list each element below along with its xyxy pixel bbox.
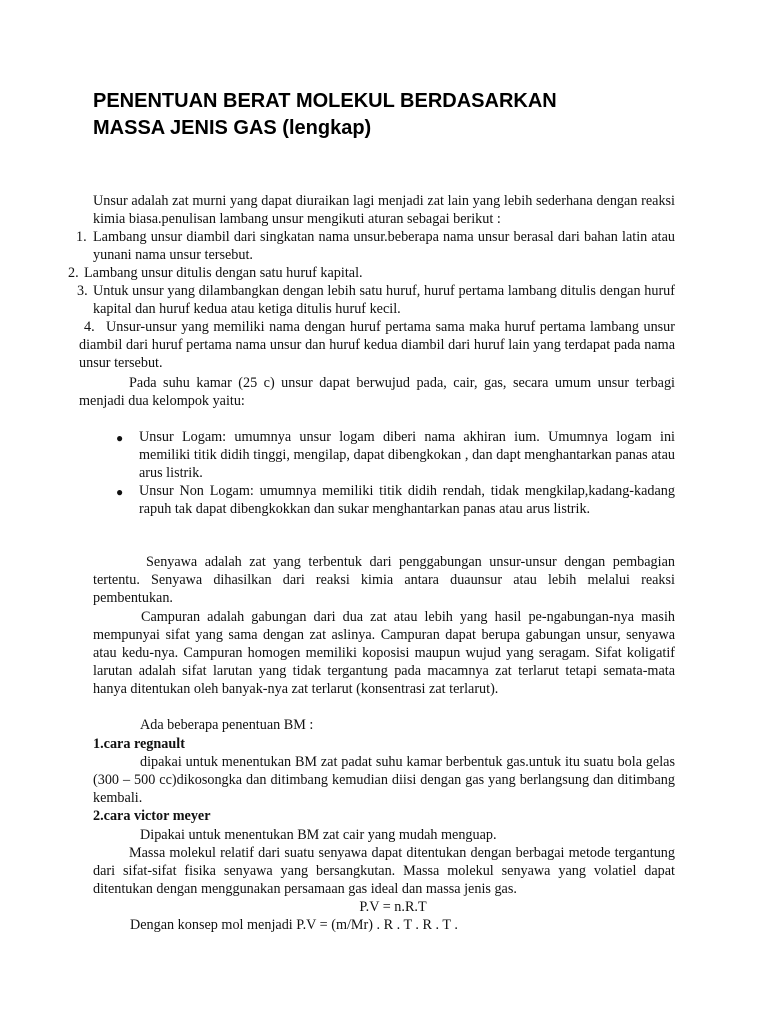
rule-4-number: 4. [84, 319, 95, 335]
bullet-logam-text: Unsur Logam: umumnya unsur logam diberi nama akhiran ium. Umumnya logam ini memiliki titik didih tinggi, mengilap, dapat dibengkokan , dan dapt menghantarkan panas atau arus listrik. [139, 429, 675, 481]
massa-molekul-paragraph: Massa molekul relatif dari suatu senyawa dapat ditentukan dengan berbagai metode tergantung dari sifat-sifat fisika senyawa yang bersangkutan. Massa molekul senyawa yang volatiel dapat ditentukan dengan menggunakan persamaan gas ideal dan massa jenis gas. [93, 845, 675, 897]
method-2-text: Dipakai untuk menentukan BM zat cair yang mudah menguap. [140, 827, 497, 843]
method-1-text: dipakai untuk menentukan BM zat padat suhu kamar berbentuk gas.untuk itu suatu bola gelas (300 – 500 cc)dikosongka dan ditimbang kemudian diisi dengan gas yang berlangsung dan ditimbang kembali. [93, 754, 675, 806]
senyawa-paragraph: Senyawa adalah zat yang terbentuk dari penggabungan unsur-unsur dengan pembagian tertentu. Senyawa dihasilkan dari reaksi kimia antara duaunsur atau lebih melalui reaksi pembentukan. [93, 554, 675, 606]
rule-2-text: Lambang unsur ditulis dengan satu huruf kapital. [84, 265, 363, 281]
bm-intro-text: Ada beberapa penentuan BM : [140, 717, 314, 733]
rule-2-number: 2. [68, 265, 79, 281]
rule-1-number: 1. [76, 229, 87, 245]
bullet-non-logam-text: Unsur Non Logam: umumnya memiliki titik didih rendah, tidak mengkilap,kadang-kadang rapuh tak dapat dibengkokkan dan sukar menghantarkan panas atau arus listrik. [139, 483, 675, 517]
rule-4-text: Unsur-unsur yang memiliki nama dengan huruf pertama sama maka huruf pertama lambang unsur diambil dari huruf pertama nama unsur dan huruf kedua diambil dari huruf lain yang terdapat pada nama unsur tersebut. [79, 319, 675, 371]
method-2-heading: 2.cara victor meyer [93, 808, 211, 824]
rule-3-text: Untuk unsur yang dilambangkan dengan lebih satu huruf, huruf pertama lambang ditulis dengan huruf kapital dan huruf kedua atau ketiga ditulis huruf kecil. [93, 283, 675, 317]
rule-3-number: 3. [77, 283, 88, 299]
title-line-1: PENENTUAN BERAT MOLEKUL BERDASARKAN [93, 90, 557, 112]
rule-1-text: Lambang unsur diambil dari singkatan nama unsur.beberapa nama unsur berasal dari bahan latin atau yunani nama unsur tersebut. [93, 229, 675, 263]
room-temperature-paragraph: Pada suhu kamar (25 c) unsur dapat berwujud pada, cair, gas, secara umum unsur terbagi menjadi dua kelompok yaitu: [79, 375, 675, 409]
title-line-2: MASSA JENIS GAS (lengkap) [93, 117, 372, 139]
campuran-paragraph: Campuran adalah gabungan dari dua zat atau lebih yang hasil pe-ngabungan-nya masih mempunyai sifat yang sama dengan zat aslinya. Campuran dapat berupa gabungan unsur, senyawa atau kedu-nya. Campuran homogen memiliki koposisi maupun wujud yang seragam. Sifat koligatif larutan adalah sifat larutan yang tidak tergantung pada macamnya zat terlarut tetapi semata-mata hanya ditentukan oleh banyak-nya zat terlarut (konsentrasi zat terlarut). [93, 609, 675, 697]
bullet-dot-icon: ● [116, 431, 124, 445]
page-title [93, 88, 693, 142]
mol-concept-line: Dengan konsep mol menjadi P.V = (m/Mr) . R . T . R . T . [130, 917, 458, 933]
ideal-gas-equation: P.V = n.R.T [359, 899, 427, 915]
intro-paragraph: Unsur adalah zat murni yang dapat diuraikan lagi menjadi zat lain yang lebih sederhana dengan reaksi kimia biasa.penulisan lambang unsur mengikuti aturan sebagai berikut : [93, 193, 675, 227]
bullet-dot-icon: ● [116, 485, 124, 499]
method-1-heading: 1.cara regnault [93, 736, 185, 752]
